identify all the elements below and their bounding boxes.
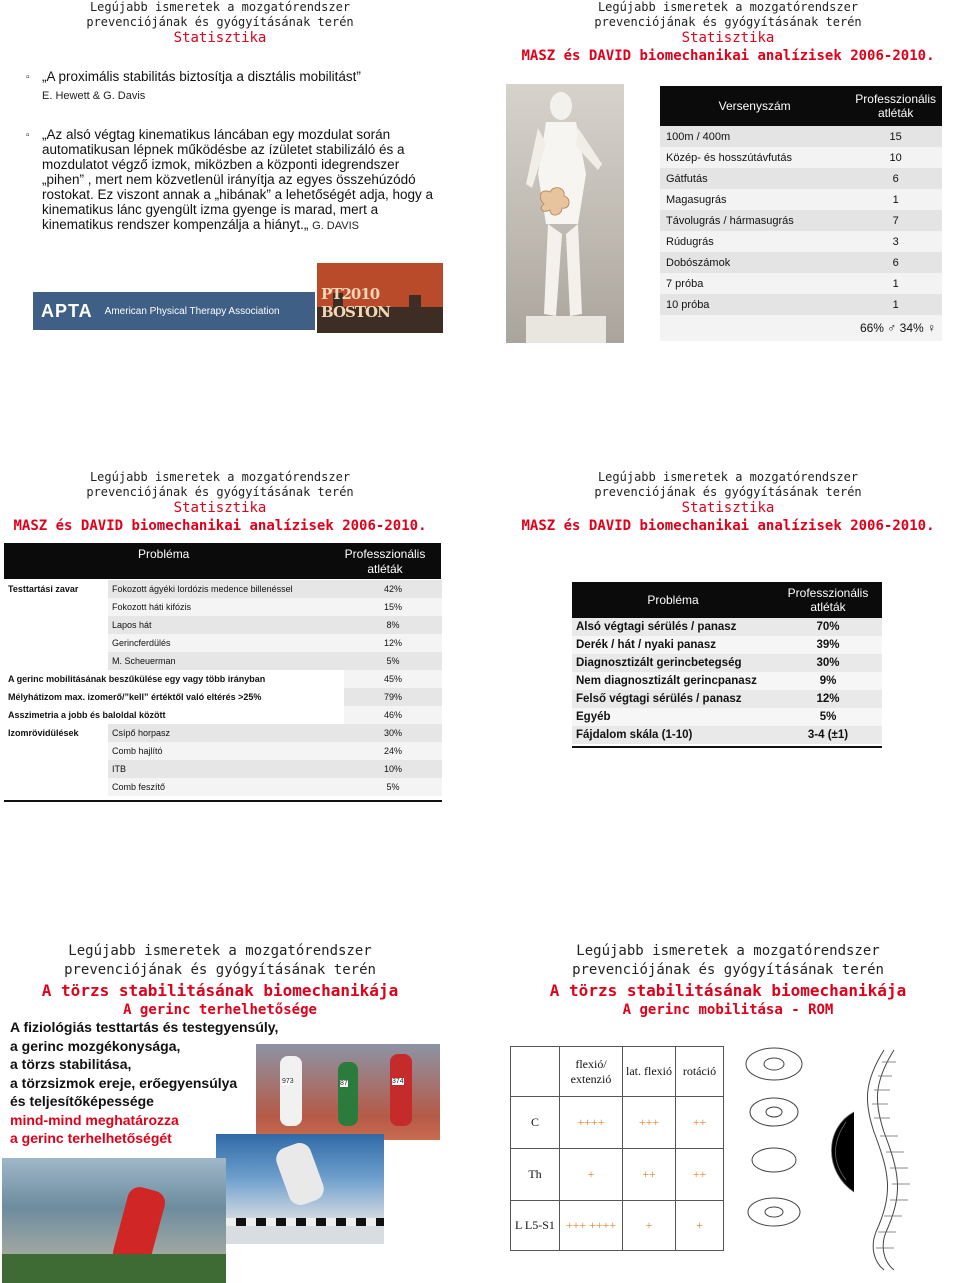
pt2010-text: PT2010 BOSTON: [321, 285, 390, 321]
rom-value: +: [560, 1149, 623, 1201]
event-name: Dobószámok: [660, 252, 849, 273]
problem-name: Fokozott ágyéki lordózis medence billenéssel: [108, 580, 344, 598]
table-row: [572, 708, 882, 726]
quote-2-author: G. DAVIS: [312, 220, 360, 232]
event-count: 7: [849, 210, 942, 231]
text-line: a törzsizmok ereje, erőegyensúlya: [10, 1074, 238, 1091]
problems-table: [4, 580, 442, 802]
slide-6: [500, 942, 960, 1283]
rom-value: ++++: [560, 1097, 623, 1149]
quote-1-text: „A proximális stabilitás biztosítja a disztális mobilitást”: [42, 69, 361, 84]
hurdlers-photo: [256, 1044, 440, 1140]
apta-logo-text: American Physical Therapy Association: [104, 305, 280, 317]
table-row: [660, 189, 942, 210]
complaint-name: Egyéb: [572, 708, 774, 726]
complaint-value: 9%: [774, 672, 882, 690]
gender-ratio: 66% ♂ 34% ♀: [849, 315, 942, 341]
problem-value: 8%: [344, 616, 442, 634]
complaint-name: Diagnosztizált gerincbetegség: [572, 654, 774, 672]
table-row: [660, 147, 942, 168]
event-name: Távolugrás / hármasugrás: [660, 210, 849, 231]
complaints-table: [572, 582, 882, 748]
col-header-problem: Probléma: [138, 547, 190, 561]
rom-value: +: [676, 1201, 724, 1251]
text-line: és teljesítőképessége: [10, 1093, 154, 1109]
table-row: [572, 618, 882, 636]
table-row: [660, 294, 942, 315]
table-row: [572, 636, 882, 654]
problem-value: 24%: [344, 742, 442, 760]
problem-category: Asszimetria a jobb és baloldal között: [8, 710, 166, 720]
rom-value: +: [623, 1201, 676, 1251]
quote-bullet-1: [26, 69, 432, 84]
pt2010-boston-logo: [317, 263, 443, 333]
table-row: [660, 210, 942, 231]
problem-value: 5%: [344, 778, 442, 796]
event-name: 7 próba: [660, 273, 849, 294]
apta-logo-mark: APTA: [41, 300, 93, 321]
problem-value: 15%: [344, 598, 442, 616]
text-line: a törzs stabilitása,: [10, 1056, 132, 1072]
slide-5: [0, 942, 450, 1283]
bib-number: 374: [392, 1078, 404, 1085]
problem-name: Csípő horpasz: [108, 724, 344, 742]
text-line: A fiziológiás testtartás és testegyensúly,: [10, 1019, 279, 1035]
event-count: 1: [849, 273, 942, 294]
text-line-highlight: mind-mind meghatározza: [10, 1111, 179, 1128]
event-name: Közép- és hosszútávfutás: [660, 147, 849, 168]
problem-value: 30%: [344, 724, 442, 742]
slide-1: [0, 0, 440, 340]
complaint-name: Derék / hát / nyaki panasz: [572, 636, 774, 654]
problem-name: Fokozott háti kifózis: [108, 598, 344, 616]
table-row: [660, 231, 942, 252]
problem-value: 5%: [344, 652, 442, 670]
bib-number: 87: [340, 1080, 348, 1087]
complaint-name: Alsó végtagi sérülés / panasz: [572, 618, 774, 636]
runner-shape: [390, 1054, 412, 1126]
problem-category: [4, 598, 108, 616]
problem-value: 46%: [344, 706, 442, 724]
col-header-event: Versenyszám: [660, 86, 849, 126]
table-row: [4, 778, 442, 796]
event-count: 1: [849, 189, 942, 210]
complaint-name: Felső végtagi sérülés / panasz: [572, 690, 774, 708]
bullet-square-icon: ▫: [26, 72, 30, 83]
spine-illustration: [734, 1042, 948, 1272]
problem-name: ITB: [108, 760, 344, 778]
col-header: flexió/ extenzió: [560, 1047, 623, 1097]
header-line-1: Legújabb ismeretek a mozgatórendszer: [68, 943, 372, 959]
table-row: [4, 742, 442, 760]
rom-value: ++: [676, 1149, 724, 1201]
table-row: [660, 168, 942, 189]
slide-subtitle: A gerinc mobilitása - ROM: [622, 1002, 834, 1018]
problem-value: 12%: [344, 634, 442, 652]
runner-shape: [338, 1062, 358, 1126]
event-name: 10 próba: [660, 294, 849, 315]
problem-name: Lapos hát: [108, 616, 344, 634]
event-count: 6: [849, 252, 942, 273]
text-line-highlight: a gerinc terhelhetőségét: [10, 1130, 172, 1146]
complaint-value: 5%: [774, 708, 882, 726]
table-row: [4, 580, 442, 598]
quote-2-text: „Az alsó végtag kinematikus láncában egy mozdulat során automatikusan lépnek működésbe az ízületet stabilizáló és a mozdulatot végző izmok, miközben a központi idegrendszer „pihen” , mert nem közvetlenül irányítja az egyes összehúzódó rostokat. Ez viszont annak a „hibának” a lehetőségét adja, hogy a kinematikus lánc gyengült izma gyenge is marad, mert a kinematikus rendszer kompenzálja a hiányt.„: [42, 127, 433, 232]
table-row: [4, 706, 442, 724]
event-count: 15: [849, 126, 942, 147]
event-count: 3: [849, 231, 942, 252]
event-name: 100m / 400m: [660, 126, 849, 147]
rom-value: ++: [676, 1097, 724, 1149]
table-row: [572, 690, 882, 708]
field-shape: [2, 1254, 226, 1283]
slide-2: [500, 0, 960, 345]
problem-category: [4, 616, 108, 634]
table-row: [660, 273, 942, 294]
event-count: 6: [849, 168, 942, 189]
header-line-2: prevenciójának és gyógyításának terén: [64, 962, 376, 978]
table-row: [660, 126, 942, 147]
header-line-1: Legújabb ismeretek a mozgatórendszer: [597, 0, 859, 14]
table-row: [572, 726, 882, 744]
problem-value: 42%: [344, 580, 442, 598]
problem-category: Mélyhátizom max. izomerő/”kell” értéktől való eltérés >25%: [8, 692, 262, 702]
slide-subtitle: MASZ és DAVID biomechanikai analízisek 2006-2010.: [521, 518, 935, 534]
david-statue-image: [506, 84, 624, 343]
table-row-footer: [660, 315, 942, 341]
bib-number: 973: [282, 1078, 294, 1085]
header-line-2: prevenciójának és gyógyításának terén: [594, 15, 862, 29]
slide-title: A törzs stabilitásának biomechanikája: [41, 981, 399, 1000]
event-count: 10: [849, 147, 942, 168]
problem-value: 45%: [344, 670, 442, 688]
problem-category: A gerinc mobilitásának beszűkülése egy vagy több irányban: [8, 674, 266, 684]
header-line-1: Legújabb ismeretek a mozgatórendszer: [576, 943, 880, 959]
slide-title: Statisztika: [173, 30, 267, 46]
runner-shape: [280, 1056, 302, 1126]
complaint-value: 12%: [774, 690, 882, 708]
events-table: [660, 86, 942, 341]
table-row: [660, 252, 942, 273]
col-header-problem: Probléma: [572, 582, 774, 618]
problem-value: 79%: [344, 688, 442, 706]
table-row: [4, 724, 442, 742]
apta-logo: [33, 292, 315, 330]
slide-title: Statisztika: [681, 500, 775, 516]
col-header-athletes: Professzionális atléták: [774, 582, 882, 618]
problem-category: [4, 652, 108, 670]
problem-category: [4, 760, 108, 778]
table-row: [572, 654, 882, 672]
row-label: C: [511, 1097, 560, 1149]
table-row: [4, 616, 442, 634]
problem-name: Comb feszítő: [108, 778, 344, 796]
table-row: [4, 652, 442, 670]
complaint-value: 70%: [774, 618, 882, 636]
slide-subtitle: A gerinc terhelhetősége: [123, 1002, 317, 1018]
table-row: [4, 670, 442, 688]
col-header-athletes: Professzionális atléták: [344, 547, 426, 576]
problem-name: M. Scheuerman: [108, 652, 344, 670]
row-label: L L5-S1: [511, 1201, 560, 1251]
quote-bullet-2: [26, 127, 434, 234]
complaint-value: 30%: [774, 654, 882, 672]
rom-value: +++ ++++: [560, 1201, 623, 1251]
header-line-1: Legújabb ismeretek a mozgatórendszer: [597, 470, 859, 484]
slide-subtitle: MASZ és DAVID biomechanikai analízisek 2006-2010.: [13, 518, 427, 534]
col-header: rotáció: [676, 1047, 724, 1097]
row-label: Th: [511, 1149, 560, 1201]
table-header-bar: [4, 543, 441, 579]
event-name: Gátfutás: [660, 168, 849, 189]
hurdle-photo: [216, 1134, 384, 1244]
hurdle-bar-shape: [216, 1218, 384, 1226]
rom-value: ++: [623, 1149, 676, 1201]
problem-category: [4, 778, 108, 796]
table-row: [4, 688, 442, 706]
bullet-square-icon: ▫: [26, 130, 30, 141]
table-row: [572, 672, 882, 690]
discus-photo: [2, 1158, 226, 1283]
rom-table: [510, 1046, 724, 1251]
header-line-2: prevenciójának és gyógyításának terén: [86, 15, 354, 29]
table-bottom-rule: [572, 744, 882, 747]
problem-name: Gerincferdülés: [108, 634, 344, 652]
slide-3: [0, 470, 450, 810]
col-header: lat. flexió: [623, 1047, 676, 1097]
problem-value: 10%: [344, 760, 442, 778]
complaint-value: 3-4 (±1): [774, 726, 882, 744]
problem-name: Comb hajlító: [108, 742, 344, 760]
col-header-athletes: Professzionális atléták: [849, 86, 942, 126]
table-row: [4, 598, 442, 616]
event-name: Rúdugrás: [660, 231, 849, 252]
slide-title: A törzs stabilitásának biomechanikája: [549, 981, 907, 1000]
header-line-1: Legújabb ismeretek a mozgatórendszer: [89, 470, 351, 484]
quote-1-author: E. Hewett & G. Davis: [42, 90, 146, 102]
complaint-name: Nem diagnosztizált gerincpanasz: [572, 672, 774, 690]
complaint-value: 39%: [774, 636, 882, 654]
rom-value: +++: [623, 1097, 676, 1149]
problem-category: Izomrövidülések: [8, 728, 79, 738]
header-line-2: prevenciójának és gyógyításának terén: [594, 485, 862, 499]
athlete-shape: [273, 1140, 327, 1209]
table-bottom-rule: [4, 796, 442, 801]
complaint-name: Fájdalom skála (1-10): [572, 726, 774, 744]
problem-category: [4, 742, 108, 760]
body-text: [10, 1018, 278, 1148]
statue-figure: [506, 84, 624, 343]
header-line-2: prevenciójának és gyógyításának terén: [572, 962, 884, 978]
problem-category: Testtartási zavar: [8, 584, 79, 594]
slide-subtitle: MASZ és DAVID biomechanikai analízisek 2006-2010.: [521, 48, 935, 64]
event-name: Magasugrás: [660, 189, 849, 210]
slide-title: Statisztika: [173, 500, 267, 516]
text-line: a gerinc mozgékonysága,: [10, 1037, 181, 1054]
slide-4: [500, 470, 960, 810]
table-row: [4, 760, 442, 778]
header-line-1: Legújabb ismeretek a mozgatórendszer: [89, 0, 351, 14]
header-line-2: prevenciójának és gyógyításának terén: [86, 485, 354, 499]
slide-title: Statisztika: [681, 30, 775, 46]
table-row: [4, 634, 442, 652]
problem-category: [4, 634, 108, 652]
event-count: 1: [849, 294, 942, 315]
